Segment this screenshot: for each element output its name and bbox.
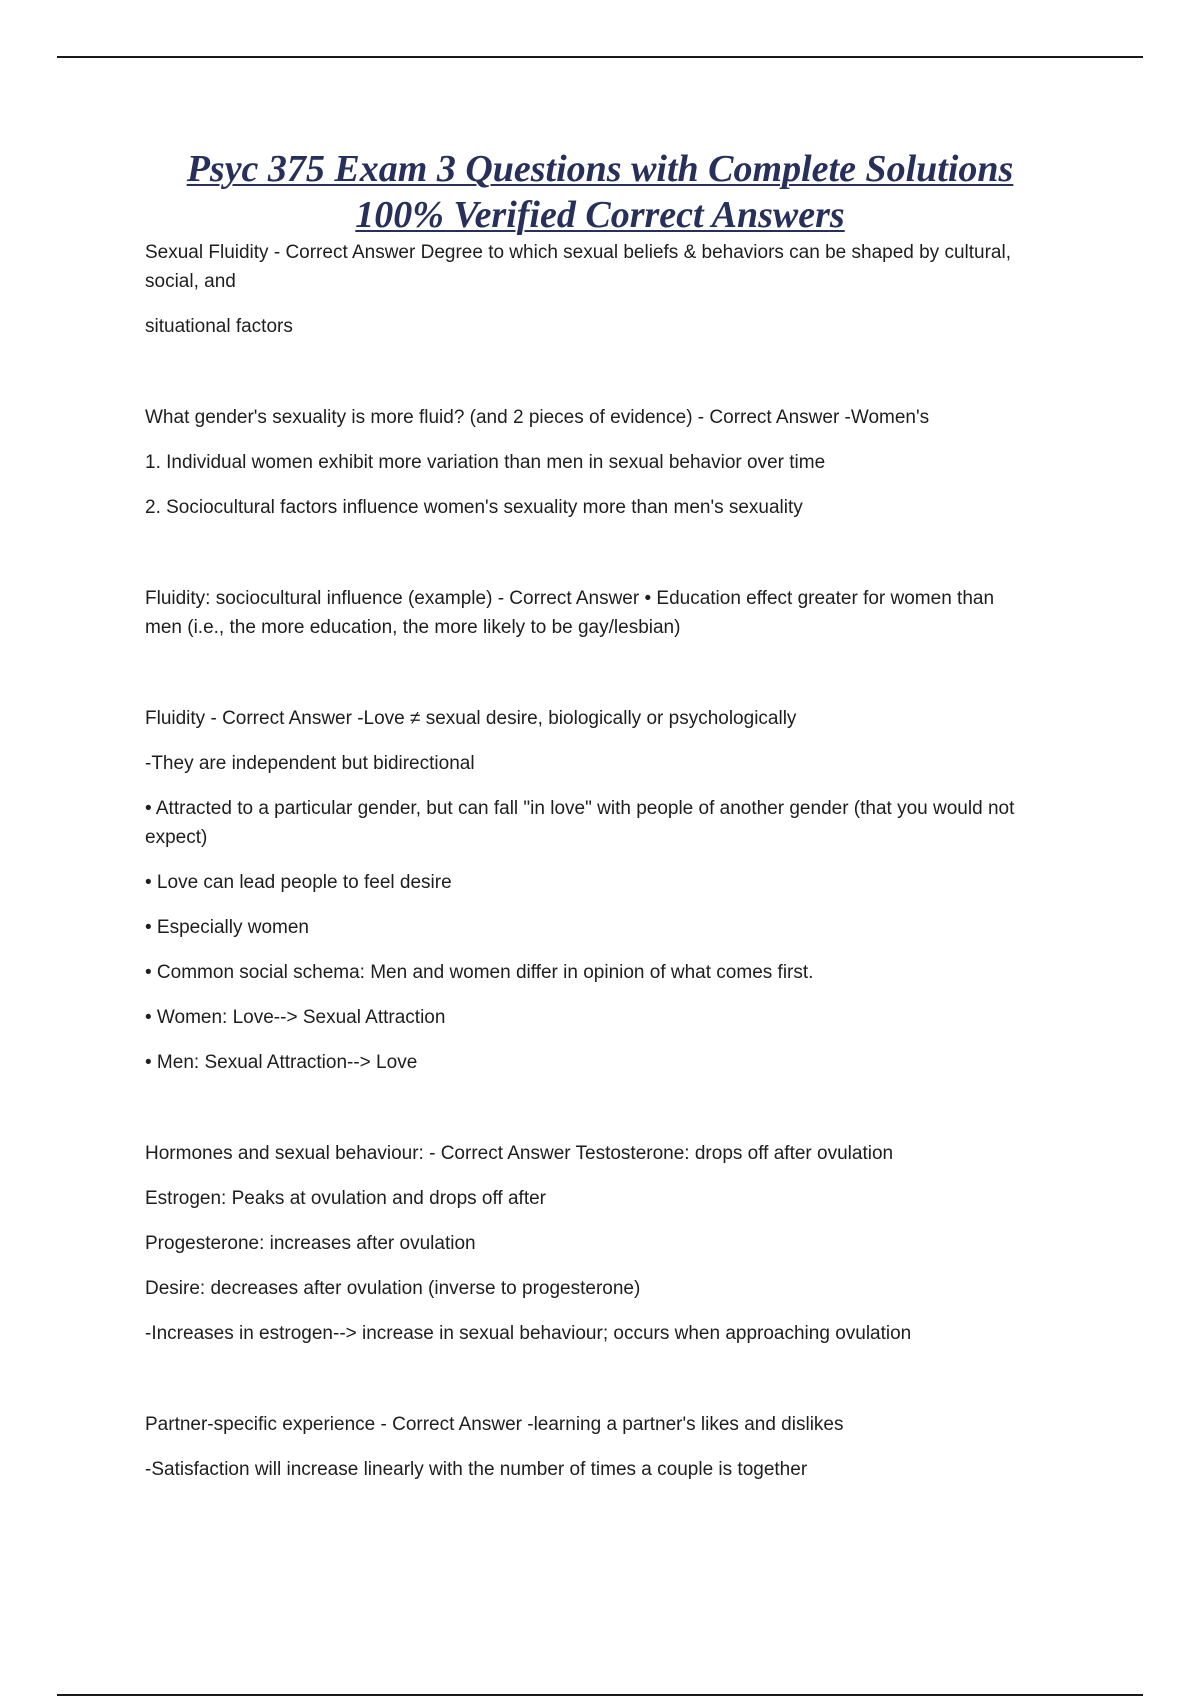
qa-4-line-7: • Women: Love--> Sexual Attraction (145, 1007, 446, 1028)
qa-4-line-8: • Men: Sexual Attraction--> Love (145, 1052, 418, 1073)
qa-5-line-5: -Increases in estrogen--> increase in sexual behaviour; occurs when approaching ovulation (145, 1323, 912, 1344)
title-line-1: Psyc 375 Exam 3 Questions with Complete Solutions (186, 148, 1014, 190)
qa-2-line-3: 2. Sociocultural factors influence women's sexuality more than men's sexuality (145, 497, 803, 518)
qa-2-line-2: 1. Individual women exhibit more variation than men in sexual behavior over time (145, 452, 826, 473)
qa-4-line-4: • Love can lead people to feel desire (145, 872, 452, 893)
qa-6-line-2: -Satisfaction will increase linearly with the number of times a couple is together (145, 1459, 808, 1480)
qa-4-line-3: • Attracted to a particular gender, but can fall "in love" with people of another gender (that you would not expect) (145, 798, 1015, 848)
title-line-2: 100% Verified Correct Answers (355, 194, 845, 236)
qa-4-line-1: Fluidity - Correct Answer -Love ≠ sexual desire, biologically or psychologically (145, 708, 797, 729)
qa-4-line-5: • Especially women (145, 917, 309, 938)
qa-5-line-4: Desire: decreases after ovulation (inverse to progesterone) (145, 1278, 641, 1299)
document-title (100, 146, 1100, 238)
qa-1-line-2: situational factors (145, 316, 293, 337)
qa-5-line-3: Progesterone: increases after ovulation (145, 1233, 476, 1254)
qa-1-line-1: Sexual Fluidity - Correct Answer Degree to which sexual beliefs & behaviors can be shaped by cultural, social, and (145, 242, 1011, 292)
header-rule (57, 56, 1143, 58)
qa-2-line-1: What gender's sexuality is more fluid? (and 2 pieces of evidence) - Correct Answer -Women's (145, 407, 930, 428)
qa-5-line-1: Hormones and sexual behaviour: - Correct Answer Testosterone: drops off after ovulation (145, 1143, 894, 1164)
qa-4-line-2: -They are independent but bidirectional (145, 753, 475, 774)
document-body (145, 238, 1035, 1484)
qa-5-line-2: Estrogen: Peaks at ovulation and drops off after (145, 1188, 547, 1209)
qa-3-line-1: Fluidity: sociocultural influence (example) - Correct Answer • Education effect greater for women than men (i.e., the more education, the more likely to be gay/lesbian) (145, 588, 995, 638)
qa-6-line-1: Partner-specific experience - Correct Answer -learning a partner's likes and dislikes (145, 1414, 844, 1435)
footer-rule (57, 1694, 1143, 1696)
qa-4-line-6: • Common social schema: Men and women differ in opinion of what comes first. (145, 962, 814, 983)
